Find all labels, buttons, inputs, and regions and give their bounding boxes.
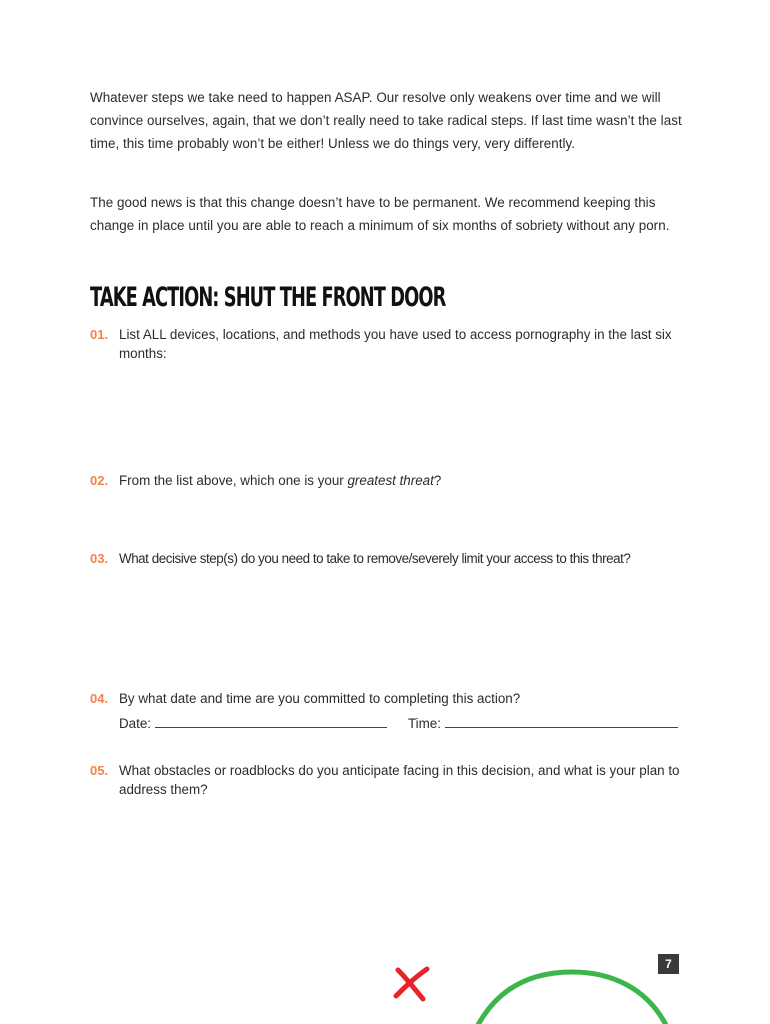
question-text: What decisive step(s) do you need to take to remove/severely limit your access to this threat? — [119, 551, 631, 566]
question-text-start: From the list above, which one is your — [119, 473, 348, 488]
date-time-fields — [119, 714, 441, 733]
question-number: 01. — [90, 327, 109, 342]
question-number: 04. — [90, 691, 109, 706]
time-field — [408, 714, 678, 733]
date-blank[interactable] — [155, 714, 387, 728]
time-blank[interactable] — [445, 714, 678, 728]
question-number: 03. — [90, 551, 109, 566]
question-text-end: ? — [433, 473, 442, 488]
intro-paragraph-2: The good news is that this change doesn’t have to be permanent. We recommend keeping this change in place until you are able to reach a minimum of six months of sobriety without any porn. — [90, 195, 670, 233]
date-label: Date: — [119, 716, 152, 731]
page-number-badge: 7 — [658, 954, 679, 974]
intro-paragraph-1: Whatever steps we take need to happen ASAP. Our resolve only weakens over time and we will convince ourselves, again, that we don’t really need to take radical steps. If last time wasn’t the last time, this time probably won’t be either! Unless we do things very, very differently. — [90, 90, 682, 151]
question-number: 05. — [90, 763, 109, 778]
question-number: 02. — [90, 473, 109, 488]
question-text-emphasis: greatest threat — [347, 473, 434, 488]
question-text: List ALL devices, locations, and methods you have used to access pornography in the last six months: — [119, 327, 672, 361]
question-text: What obstacles or roadblocks do you anticipate facing in this decision, and what is your plan to address them? — [119, 763, 680, 797]
green-circle-mark-icon — [460, 965, 686, 1024]
question-text — [119, 471, 685, 490]
question-text: By what date and time are you committed to completing this action? — [119, 691, 521, 706]
red-x-mark-icon — [390, 962, 434, 1006]
section-title: TAKE ACTION: SHUT THE FRONT DOOR — [90, 282, 446, 313]
time-label: Time: — [408, 716, 441, 731]
